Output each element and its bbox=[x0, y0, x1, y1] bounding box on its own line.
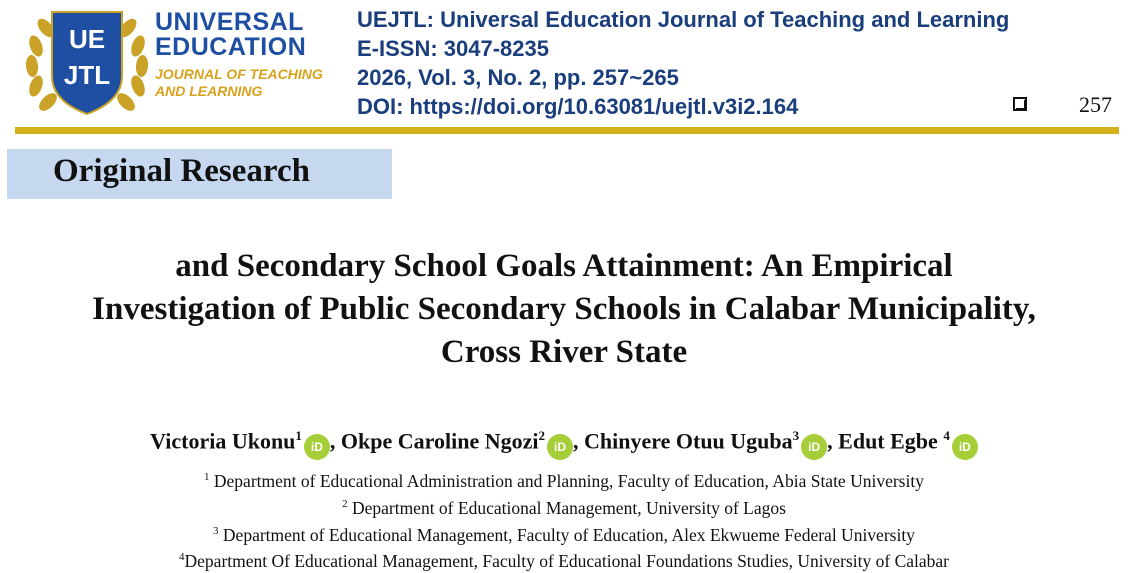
journal-logo bbox=[22, 6, 332, 118]
logo-wordmark bbox=[155, 10, 323, 100]
journal-volume: 2026, Vol. 3, No. 2, pp. 257~265 bbox=[357, 65, 679, 90]
title-line: Investigation of Public Secondary Schools in Calabar Municipality, bbox=[92, 291, 1036, 327]
affiliation-sup: 2 bbox=[342, 497, 348, 510]
orcid-icon[interactable]: iD bbox=[801, 434, 827, 460]
affiliation-item bbox=[0, 546, 1128, 573]
article-type-badge bbox=[7, 149, 392, 199]
header-rule bbox=[15, 127, 1119, 134]
affiliation-text: Department Of Educational Management, Faculty of Educational Foundations Studies, University of Calabar bbox=[184, 551, 949, 572]
affiliation-text: Department of Educational Management, University of Lagos bbox=[347, 497, 786, 518]
journal-name: UEJTL: Universal Education Journal of Teaching and Learning bbox=[357, 7, 1010, 32]
orcid-icon[interactable]: iD bbox=[952, 434, 978, 460]
logo-line1: UNIVERSAL bbox=[155, 8, 304, 36]
journal-info bbox=[357, 5, 1009, 121]
author-affil-sup: 3 bbox=[792, 428, 800, 443]
affiliation-list bbox=[0, 466, 1128, 573]
affiliation-item bbox=[0, 466, 1128, 493]
article-type-label: Original Research bbox=[53, 153, 310, 189]
affiliation-item bbox=[0, 493, 1128, 520]
journal-doi[interactable]: DOI: https://doi.org/10.63081/uejtl.v3i2.164 bbox=[357, 94, 799, 119]
affiliation-item bbox=[0, 520, 1128, 547]
author-name: Chinyere Otuu Uguba bbox=[584, 428, 793, 454]
orcid-icon[interactable]: iD bbox=[304, 434, 330, 460]
page-number: 257 bbox=[1079, 92, 1112, 117]
checkbox-square-icon bbox=[1013, 97, 1027, 111]
logo-badge-line1: UE bbox=[68, 24, 106, 54]
affiliation-text: Department of Educational Management, Faculty of Education, Alex Ekwueme Federal University bbox=[218, 524, 915, 545]
author-separator: , bbox=[329, 428, 341, 454]
orcid-icon[interactable]: iD bbox=[547, 434, 573, 460]
article-title bbox=[0, 245, 1128, 374]
affiliation-sup: 4 bbox=[179, 551, 185, 564]
affiliation-sup: 3 bbox=[213, 524, 219, 537]
logo-badge-line2: JTL bbox=[63, 60, 111, 90]
affiliation-sup: 1 bbox=[204, 471, 210, 483]
title-line: Cross River State bbox=[440, 334, 688, 370]
author-affil-sup: 2 bbox=[538, 428, 546, 443]
logo-emblem-icon bbox=[22, 6, 152, 118]
author-name: Victoria Ukonu bbox=[150, 428, 296, 454]
logo-line3: JOURNAL OF TEACHING bbox=[155, 66, 323, 82]
author-list bbox=[0, 428, 1128, 460]
author-affil-sup: 4 bbox=[943, 428, 950, 443]
journal-issn: E-ISSN: 3047-8235 bbox=[357, 36, 549, 61]
author-separator: , bbox=[827, 428, 839, 454]
author-affil-sup: 1 bbox=[295, 428, 302, 443]
author-separator: , bbox=[573, 428, 585, 454]
logo-line2: EDUCATION bbox=[155, 33, 307, 61]
title-line: and Secondary School Goals Attainment: An Empirical bbox=[175, 248, 953, 284]
author-name: Edut Egbe bbox=[838, 428, 944, 454]
header bbox=[0, 0, 1128, 135]
logo-line4: AND LEARNING bbox=[155, 83, 263, 99]
affiliation-text: Department of Educational Administration and Planning, Faculty of Education, Abia State University bbox=[209, 470, 924, 491]
author-name: Okpe Caroline Ngozi bbox=[340, 428, 539, 454]
